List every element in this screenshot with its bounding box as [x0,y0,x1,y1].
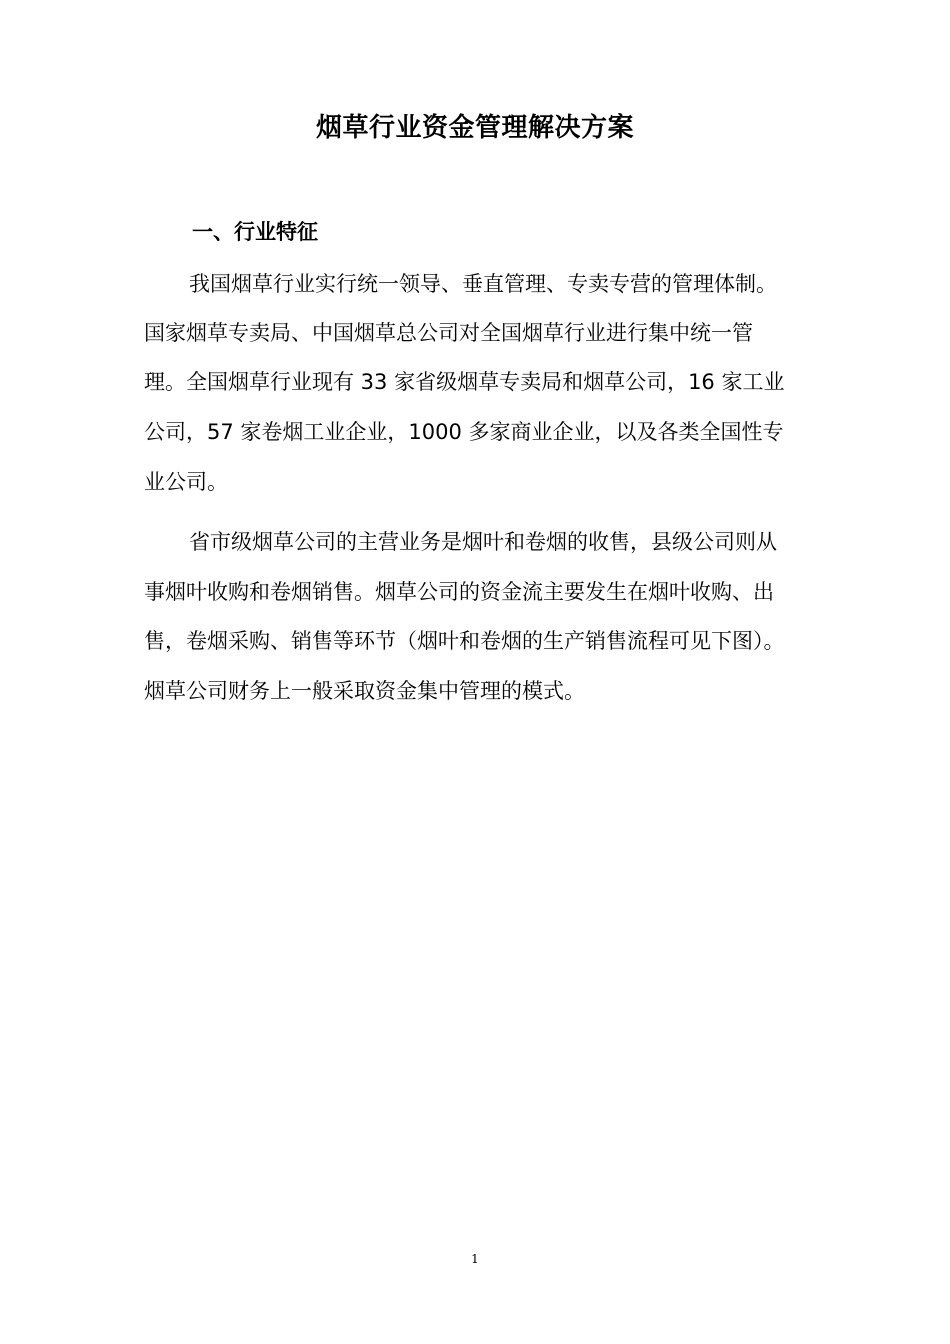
paragraph-1-line: 理。全国烟草行业现有 33 家省级烟草专卖局和烟草公司，16 家工业 [144,370,785,394]
paragraph-2-line: 事烟叶收购和卷烟销售。烟草公司的资金流主要发生在烟叶收购、出 [144,580,774,604]
paragraph-2-line: 售，卷烟采购、销售等环节（烟叶和卷烟的生产销售流程可见下图）。 [144,629,785,653]
section-heading: 一、行业特征 [192,220,318,244]
page-number: 1 [471,1252,479,1266]
paragraph-1-line: 公司，57 家卷烟工业企业，1000 多家商业企业，以及各类全国性专 [144,420,784,444]
paragraph-2-line: 省市级烟草公司的主营业务是烟叶和卷烟的收售，县级公司则从 [189,530,777,554]
document-title: 烟草行业资金管理解决方案 [315,113,634,143]
paragraph-1-line: 我国烟草行业实行统一领导、垂直管理、专卖专营的管理体制。 [189,272,777,296]
paragraph-2-line: 烟草公司财务上一般采取资金集中管理的模式。 [144,679,585,703]
paragraph-1-line: 国家烟草专卖局、中国烟草总公司对全国烟草行业进行集中统一管 [144,321,753,345]
paragraph-1-line: 业公司。 [144,470,228,494]
